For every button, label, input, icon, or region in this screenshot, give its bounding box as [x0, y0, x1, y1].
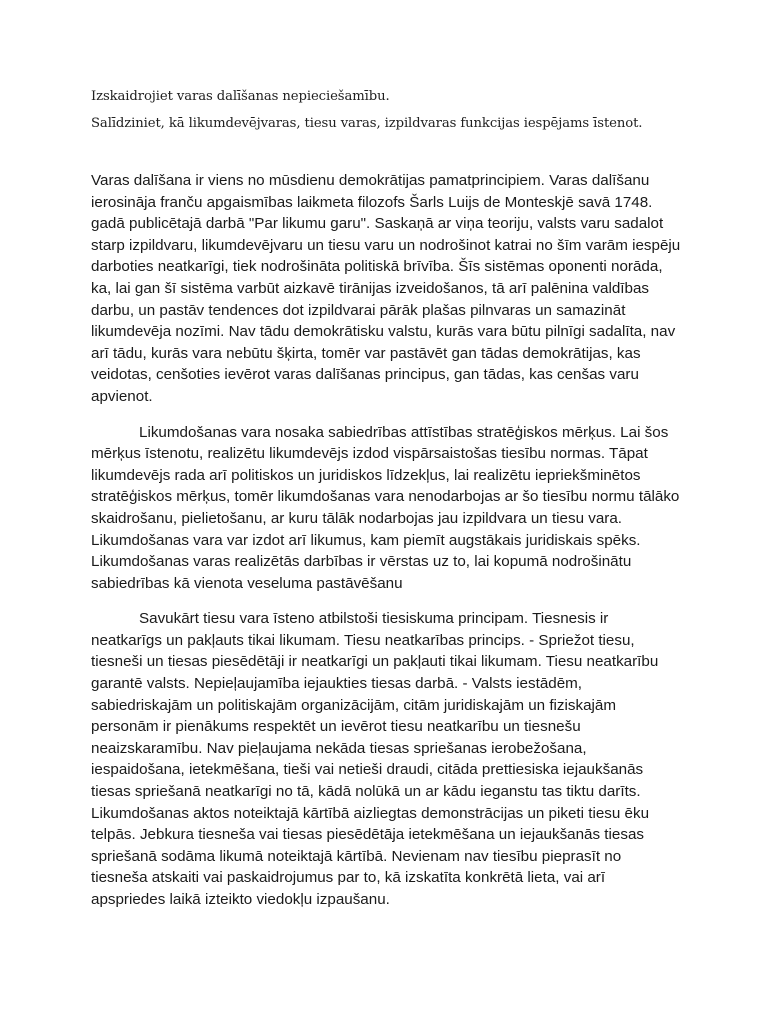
essay-body — [91, 170, 681, 925]
paragraph-legislative-power: Likumdošanas vara nosaka sabiedrības attīstības stratēģiskos mērķus. Lai šos mērķus īstenotu, realizētu likumdevējs izdod vispārsaistošas tiesību normas. Tāpat likumdevējs rada arī politiskos un juridiskos līdzekļus, lai realizētu iepriekšminētos stratēģiskos mērķus, tomēr likumdošanas vara nenodarbojas ar šo tiesību normu tālāko skaidrošanu, pielietošanu, ar kuru tālāk nodarbojas jau izpildvara un tiesu vara. Likumdošanas vara var izdot arī likumus, kam piemīt augstākais juridiskais spēks. Likumdošanas varas realizētās darbības ir vērstas uz to, lai kopumā nodrošinātu sabiedrības kā vienota veseluma pastāvēšanu — [91, 423, 680, 592]
task-question-1: Izskaidrojiet varas dalīšanas nepieciešamību. — [91, 89, 390, 104]
paragraph-separation-of-powers: Varas dalīšana ir viens no mūsdienu demokrātijas pamatprincipiem. Varas dalīšanu ierosināja franču apgaismības laikmeta filozofs Šarls Luijs de Monteskjē savā 1748. gadā publicētajā darbā "Par likumu garu". Saskaņā ar viņa teoriju, valsts varu sadalot starp izpildvaru, likumdevējvaru un tiesu varu un nodrošinot katrai no šīm varām iespēju darboties neatkarīgi, tiek nodrošināta politiskā brīvība. Šīs sistēmas oponenti norāda, ka, lai gan šī sistēma varbūt aizkavē tirānijas izveidošanos, tā arī palēnina valdības darbu, un pastāv tendences dot izpildvarai pārāk plašas pilnvaras un samazināt likumdevēja nozīmi. Nav tādu demokrātisku valstu, kurās vara būtu pilnīgi sadalīta, nav arī tādu, kurās vara nebūtu šķirta, tomēr var pastāvēt gan tādas demokrātijas, kas veidotas, cenšoties ievērot varas dalīšanas principus, gan tādas, kas cenšas varu apvienot. — [91, 172, 681, 405]
task-question-2: Salīdziniet, kā likumdevējvaras, tiesu varas, izpildvaras funkcijas iespējams īstenot. — [91, 116, 643, 131]
paragraph-judicial-power: Savukārt tiesu vara īsteno atbilstoši tiesiskuma principam. Tiesnesis ir neatkarīgs un pakļauts tikai likumam. Tiesu neatkarības princips. - Spriežot tiesu, tiesneši un tiesas piesēdētāji ir neatkarīgi un pakļauti tikai likumam. Tiesu neatkarību garantē valsts. Nepieļaujamība iejaukties tiesas darbā. - Valsts iestādēm, sabiedriskajām un politiskajām organizācijām, citām juridiskajām un fiziskajām personām ir pienākums respektēt un ievērot tiesu neatkarību un tiesnešu neaizskaramību. Nav pieļaujama nekāda tiesas spriešanas ierobežošana, iespaidošana, ietekmēšana, tieši vai netieši draudi, citāda prettiesiska iejaukšanās tiesas spriešanā neatkarīgi no tā, kādā nolūkā un ar kādu ieganstu tas tiktu darīts. Likumdošanas aktos noteiktajā kārtībā aizliegtas demonstrācijas un piketi tiesu ēku telpās. Jebkura tiesneša vai tiesas piesēdētāja ietekmēšana un iejaukšanās tiesas spriešanā sodāma likumā noteiktajā kārtībā. Nevienam nav tiesību pieprasīt no tiesneša atskaiti vai paskaidrojumus par to, kā izskatīta konkrētā lieta, vai arī apspriedes laikā izteikto viedokļu izpaušanu. — [91, 610, 659, 908]
